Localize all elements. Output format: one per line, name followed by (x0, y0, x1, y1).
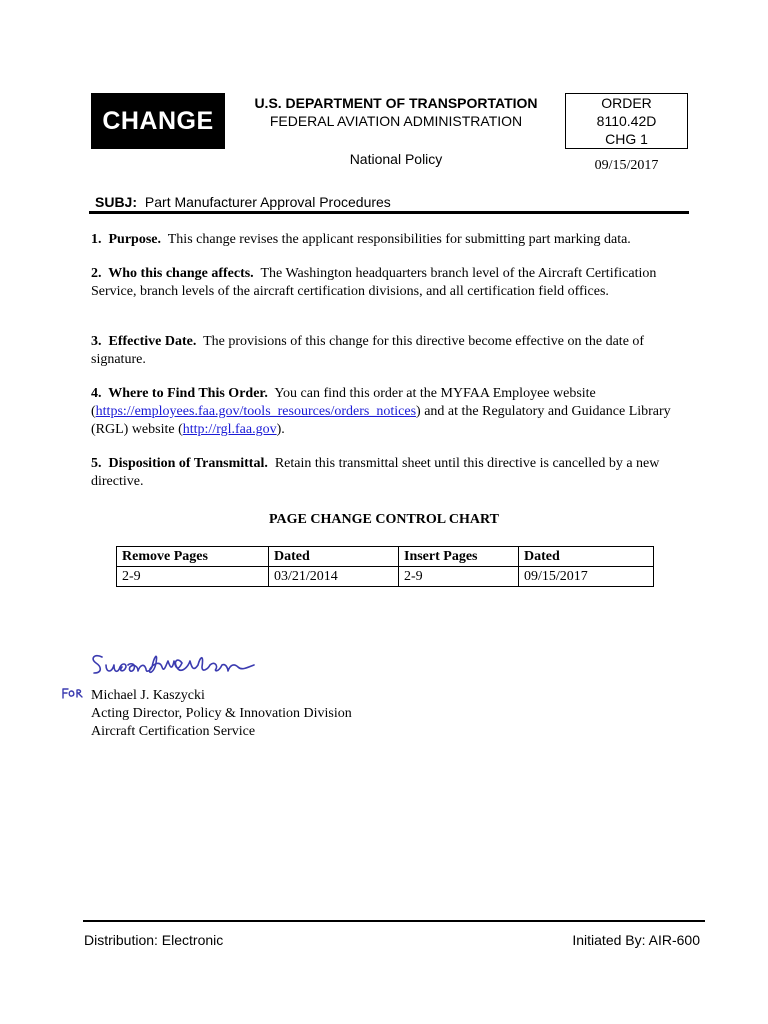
policy-type: National Policy (349, 151, 443, 167)
signature-block (91, 687, 352, 741)
paragraph-number: 1. (91, 232, 102, 247)
paragraph-heading: Effective Date. (108, 334, 197, 349)
paragraph-where-to-find (91, 385, 683, 439)
column-header: Remove Pages (117, 547, 269, 567)
page-change-table (116, 546, 654, 587)
table-header-row (117, 547, 654, 567)
paragraph-number: 5. (91, 456, 102, 471)
column-header: Dated (269, 547, 399, 567)
paragraph-who-affected (91, 265, 683, 301)
order-number: 8110.42D (596, 113, 657, 129)
signer-name: Michael J. Kaszycki (91, 688, 205, 703)
for-handwritten-mark (60, 683, 90, 703)
paragraph-text: The Washington headquarters branch level of the Aircraft Certification Service, branch levels of the aircraft certification divisions, and all certification field offices. (91, 266, 657, 299)
paragraph-text: ). (276, 422, 285, 437)
paragraph-text: You can find this order at the MYFAA Employee website ( (91, 386, 596, 419)
subject-line (95, 194, 391, 210)
table-row (117, 567, 654, 587)
paragraph-text: ) and at the Regulatory and Guidance Library (RGL) website ( (91, 404, 671, 437)
table-cell: 03/21/2014 (269, 567, 399, 587)
subject-label: SUBJ: (95, 194, 138, 210)
header-divider (89, 211, 689, 214)
column-header: Dated (519, 547, 654, 567)
paragraph-disposition (91, 455, 683, 491)
paragraph-number: 3. (91, 334, 102, 349)
table-cell: 2-9 (117, 567, 269, 587)
distribution: Distribution: Electronic (84, 932, 224, 948)
agency-name: FEDERAL AVIATION ADMINISTRATION (269, 113, 523, 129)
signer-organization: Aircraft Certification Service (91, 724, 256, 739)
paragraph-heading: Who this change affects. (108, 266, 254, 281)
paragraph-text: The provisions of this change for this directive become effective on the date of signature. (91, 334, 645, 367)
footer-divider (83, 920, 705, 922)
change-badge: CHANGE (91, 93, 225, 149)
paragraph-heading: Disposition of Transmittal. (108, 456, 268, 471)
order-label: ORDER (601, 95, 652, 111)
table-cell: 09/15/2017 (519, 567, 654, 587)
paragraph-number: 4. (91, 386, 102, 401)
chart-title: PAGE CHANGE CONTROL CHART (269, 512, 499, 527)
column-header: Insert Pages (399, 547, 519, 567)
paragraph-text: This change revises the applicant responsibilities for submitting part marking data. (167, 232, 631, 247)
order-change: CHG 1 (605, 131, 648, 147)
handwritten-signature (88, 643, 268, 683)
order-box (565, 93, 688, 149)
paragraph-heading: Where to Find This Order. (108, 386, 268, 401)
paragraph-text: Retain this transmittal sheet until this directive is cancelled by a new directive. (91, 456, 660, 489)
paragraph-purpose (91, 231, 683, 249)
paragraph-number: 2. (91, 266, 102, 281)
subject-text: Part Manufacturer Approval Procedures (144, 194, 391, 210)
signer-title: Acting Director, Policy & Innovation Division (91, 706, 352, 721)
initiated-by: Initiated By: AIR-600 (572, 932, 700, 948)
paragraph-heading: Purpose. (108, 232, 161, 247)
rgl-link[interactable]: http://rgl.faa.gov (182, 422, 277, 437)
paragraph-effective-date (91, 333, 683, 369)
order-date: 09/15/2017 (594, 158, 659, 173)
department-name: U.S. DEPARTMENT OF TRANSPORTATION (254, 95, 538, 111)
myfaa-link[interactable]: https://employees.faa.gov/tools_resources/orders_notices (95, 404, 417, 419)
table-cell: 2-9 (399, 567, 519, 587)
